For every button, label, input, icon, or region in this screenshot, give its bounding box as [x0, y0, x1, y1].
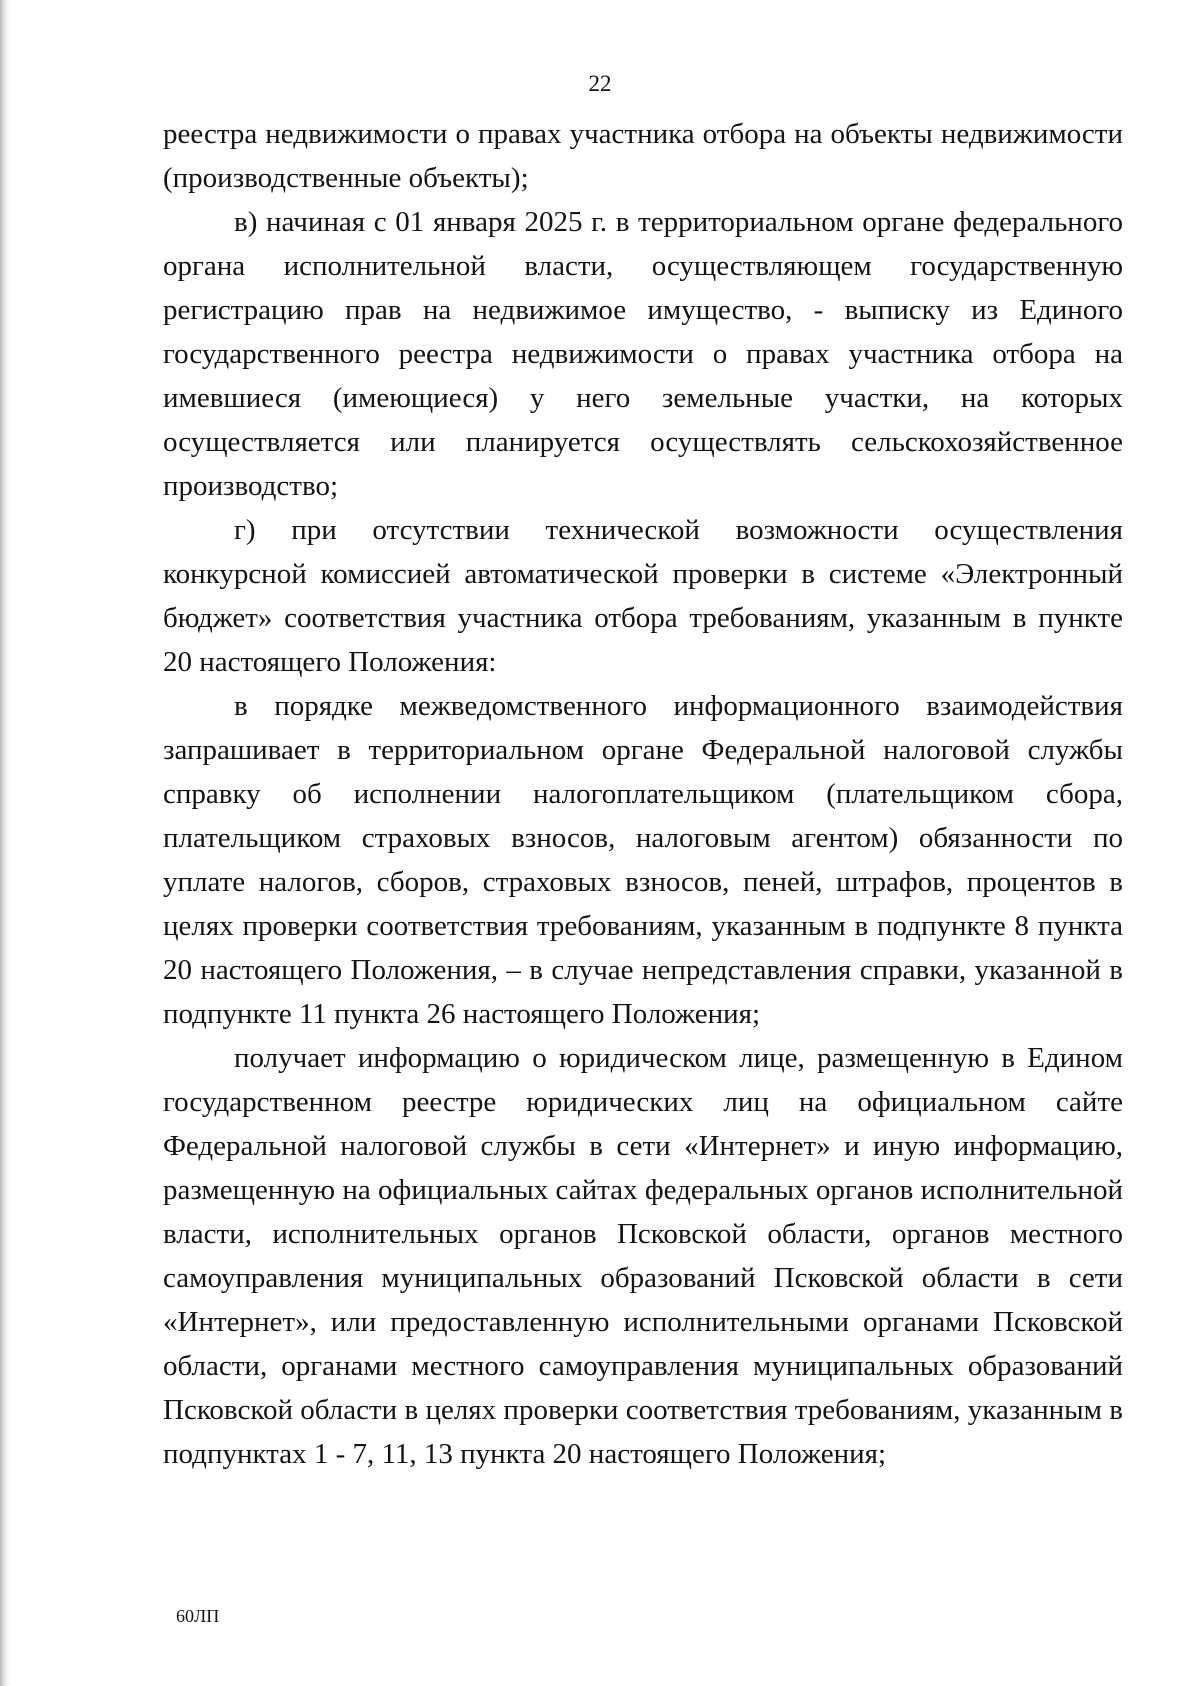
paragraph-receives-information: получает информацию о юридическом лице, размещенную в Едином государственном реестре юридических лиц на официальном сайте Федеральной налоговой службы в сети «Интернет» и иную информацию, размещенную на официальных сайтах федеральных органов исполнительной власти, исполнительных органов Псковской области, органов местного самоуправления муниципальных образований Псковской области в сети «Интернет», или предоставленную исполнительными органами Псковской области, органами местного самоуправления муниципальных образований Псковской области в целях проверки соответствия требованиям, указанным в подпунктах 1 - 7, 11, 13 пункта 20 настоящего Положения; — [163, 1042, 1123, 1470]
document-body — [163, 112, 1123, 1476]
paragraph-item-g: г) при отсутствии технической возможности осуществления конкурсной комиссией автоматической проверки в системе «Электронный бюджет» соответствия участника отбора требованиям, указанным в пункте 20 настоящего Положения: — [163, 514, 1123, 678]
paragraph-interagency-request: в порядке межведомственного информационного взаимодействия запрашивает в территориальном органе Федеральной налоговой службы справку об исполнении налогоплательщиком (плательщиком сбора, плательщиком страховых взносов, налоговым агентом) обязанности по уплате налогов, сборов, страховых взносов, пеней, штрафов, процентов в целях проверки соответствия требованиям, указанным в подпункте 8 пункта 20 настоящего Положения, – в случае непредставления справки, указанной в подпункте 11 пункта 26 настоящего Положения; — [163, 690, 1123, 1030]
scan-edge — [0, 0, 10, 1686]
document-code: 60ЛП — [176, 1606, 220, 1626]
paragraph-item-v: в) начиная с 01 января 2025 г. в территориальном органе федерального органа исполнительной власти, осуществляющем государственную регистрацию прав на недвижимое имущество, - выписку из Единого государственного реестра недвижимости о правах участника отбора на имевшиеся (имеющиеся) у него земельные участки, на которых осуществляется или планируется осуществлять сельскохозяйственное производство; — [163, 206, 1123, 502]
paragraph-continuation: реестра недвижимости о правах участника отбора на объекты недвижимости (производственные объекты); — [163, 118, 1123, 194]
page-number: 22 — [588, 71, 612, 96]
